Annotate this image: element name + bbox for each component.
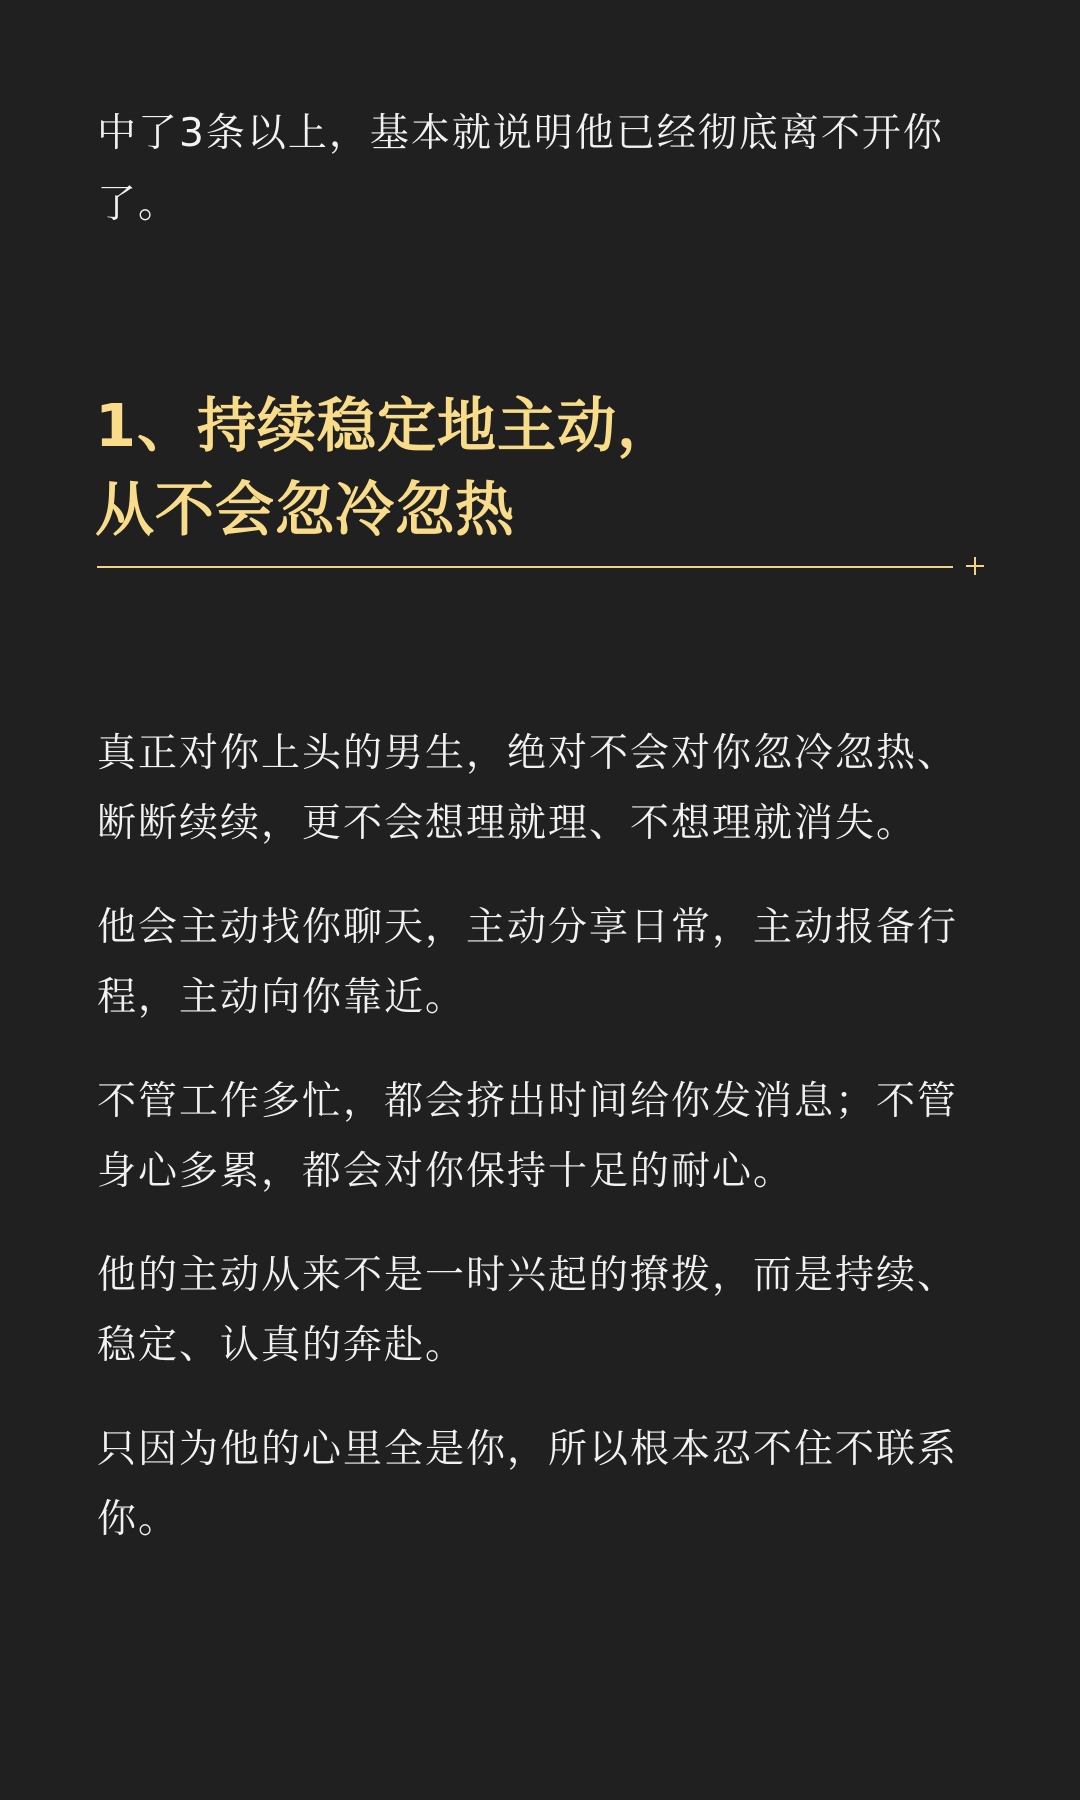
section-title-line-1: 1、持续稳定地主动， xyxy=(95,391,678,460)
article-body xyxy=(97,719,985,1589)
article-paragraph: 只因为他的心里全是你，所以根本忍不住不联系你。 xyxy=(97,1427,959,1542)
article-paragraph: 真正对你上头的男生，绝对不会对你忽冷忽热、断断续续，更不会想理就理、不想理就消失。 xyxy=(97,731,959,846)
intro-text: 中了3条以上，基本就说明他已经彻底离不开你了。 xyxy=(97,111,944,227)
section-divider xyxy=(97,566,953,568)
section-title xyxy=(95,384,795,552)
article-paragraph: 他会主动找你聊天，主动分享日常，主动报备行程，主动向你靠近。 xyxy=(97,905,959,1020)
article-paragraph: 不管工作多忙，都会挤出时间给你发消息；不管身心多累，都会对你保持十足的耐心。 xyxy=(97,1079,959,1194)
section-title-line-2: 从不会忽冷忽热 xyxy=(95,475,516,544)
plus-icon xyxy=(966,557,984,575)
article-paragraph: 他的主动从来不是一时兴起的撩拨，而是持续、稳定、认真的奔赴。 xyxy=(97,1253,959,1368)
